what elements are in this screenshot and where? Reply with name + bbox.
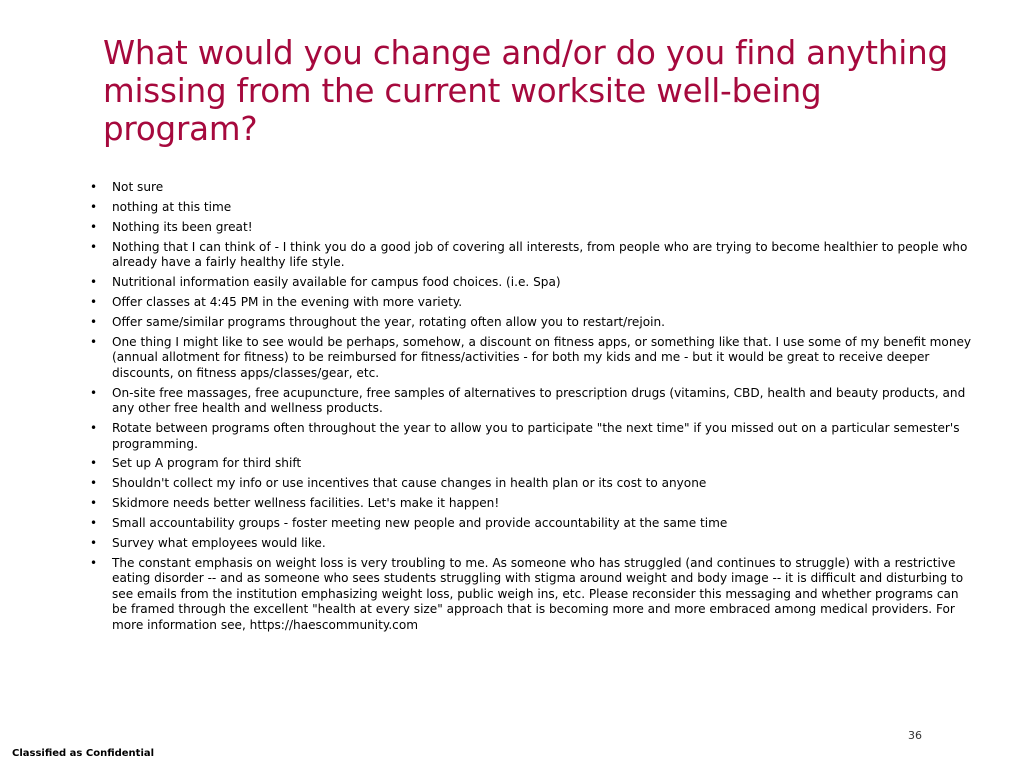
bullet-item bbox=[90, 315, 972, 331]
bullet-text: Nothing its been great! bbox=[112, 219, 253, 234]
bullet-text: Offer classes at 4:45 PM in the evening with more variety. bbox=[112, 294, 463, 309]
bullet-icon: • bbox=[90, 314, 98, 329]
bullet-text: Rotate between programs often throughout the year to allow you to participate "the next time" if you missed out on a particular semester's programming. bbox=[112, 421, 960, 451]
bullet-icon: • bbox=[90, 516, 98, 531]
bullet-item bbox=[90, 295, 972, 311]
bullet-text: Nutritional information easily available for campus food choices. (i.e. Spa) bbox=[112, 275, 561, 290]
bullet-icon: • bbox=[90, 239, 98, 254]
bullet-text: Set up A program for third shift bbox=[112, 456, 302, 471]
bullet-icon: • bbox=[90, 496, 98, 511]
bullet-icon: • bbox=[90, 219, 98, 234]
bullet-item bbox=[90, 240, 972, 271]
bullet-text: Skidmore needs better wellness facilities. Let's make it happen! bbox=[112, 496, 500, 511]
bullet-item bbox=[90, 476, 972, 492]
bullet-icon: • bbox=[90, 421, 98, 436]
bullet-list bbox=[90, 180, 972, 638]
bullet-item bbox=[90, 386, 972, 417]
bullet-icon: • bbox=[90, 476, 98, 491]
classification-label: Classified as Confidential bbox=[12, 748, 155, 759]
bullet-text: Not sure bbox=[112, 180, 164, 194]
bullet-icon: • bbox=[90, 199, 98, 214]
bullet-text: Nothing that I can think of - I think you do a good job of covering all interests, from people who are trying to become healthier to people who already have a fairly healthy life style. bbox=[112, 239, 968, 270]
bullet-icon: • bbox=[90, 555, 98, 570]
bullet-text: One thing I might like to see would be perhaps, somehow, a discount on fitness apps, or something like that. I use some of my benefit money (annual allotment for fitness) to be reimbursed for fitness/activities - for both my kids and me - but it would be great to receive deeper discounts, on fitness apps/classes/gear, etc. bbox=[112, 334, 972, 380]
bullet-text: On-site free massages, free acupuncture, free samples of alternatives to prescription drugs (vitamins, CBD, health and beauty products, and any other free health and wellness products. bbox=[112, 385, 966, 416]
bullet-item bbox=[90, 536, 972, 552]
bullet-text: The constant emphasis on weight loss is very troubling to me. As someone who has struggled (and continues to struggle) with a restrictive eating disorder -- and as someone who sees students struggling with stigma around weight and body image -- it is difficult and disturbing to see emails from the institution emphasizing weight loss, public weigh ins, etc. Please reconsider this messaging and whether programs can be framed through the excellent "health at every size" approach that is becoming more and more embraced among medical providers. For more information see, https://haescommunity.com bbox=[112, 555, 964, 632]
bullet-item bbox=[90, 556, 972, 634]
bullet-item bbox=[90, 200, 972, 216]
bullet-item bbox=[90, 496, 972, 512]
bullet-icon: • bbox=[90, 180, 98, 194]
bullet-item bbox=[90, 421, 972, 452]
bullet-item bbox=[90, 275, 972, 291]
bullet-icon: • bbox=[90, 456, 98, 471]
bullet-item bbox=[90, 220, 972, 236]
bullet-text: Survey what employees would like. bbox=[112, 535, 326, 550]
bullet-icon: • bbox=[90, 385, 98, 400]
bullet-icon: • bbox=[90, 535, 98, 550]
bullet-item bbox=[90, 335, 972, 382]
bullet-text: Shouldn't collect my info or use incentives that cause changes in health plan or its cost to anyone bbox=[112, 476, 707, 491]
bullet-text: nothing at this time bbox=[112, 199, 232, 214]
bullet-icon: • bbox=[90, 334, 98, 349]
page-number: 36 bbox=[908, 729, 922, 742]
bullet-icon: • bbox=[90, 294, 98, 309]
bullet-item bbox=[90, 456, 972, 472]
bullet-item bbox=[90, 180, 972, 196]
bullet-text: Offer same/similar programs throughout the year, rotating often allow you to restart/rejoin. bbox=[112, 314, 665, 329]
slide-title: What would you change and/or do you find anything missing from the current worksite well-being program? bbox=[103, 34, 948, 148]
bullet-item bbox=[90, 516, 972, 532]
bullet-icon: • bbox=[90, 275, 98, 290]
bullet-text: Small accountability groups - foster meeting new people and provide accountability at the same time bbox=[112, 516, 728, 531]
